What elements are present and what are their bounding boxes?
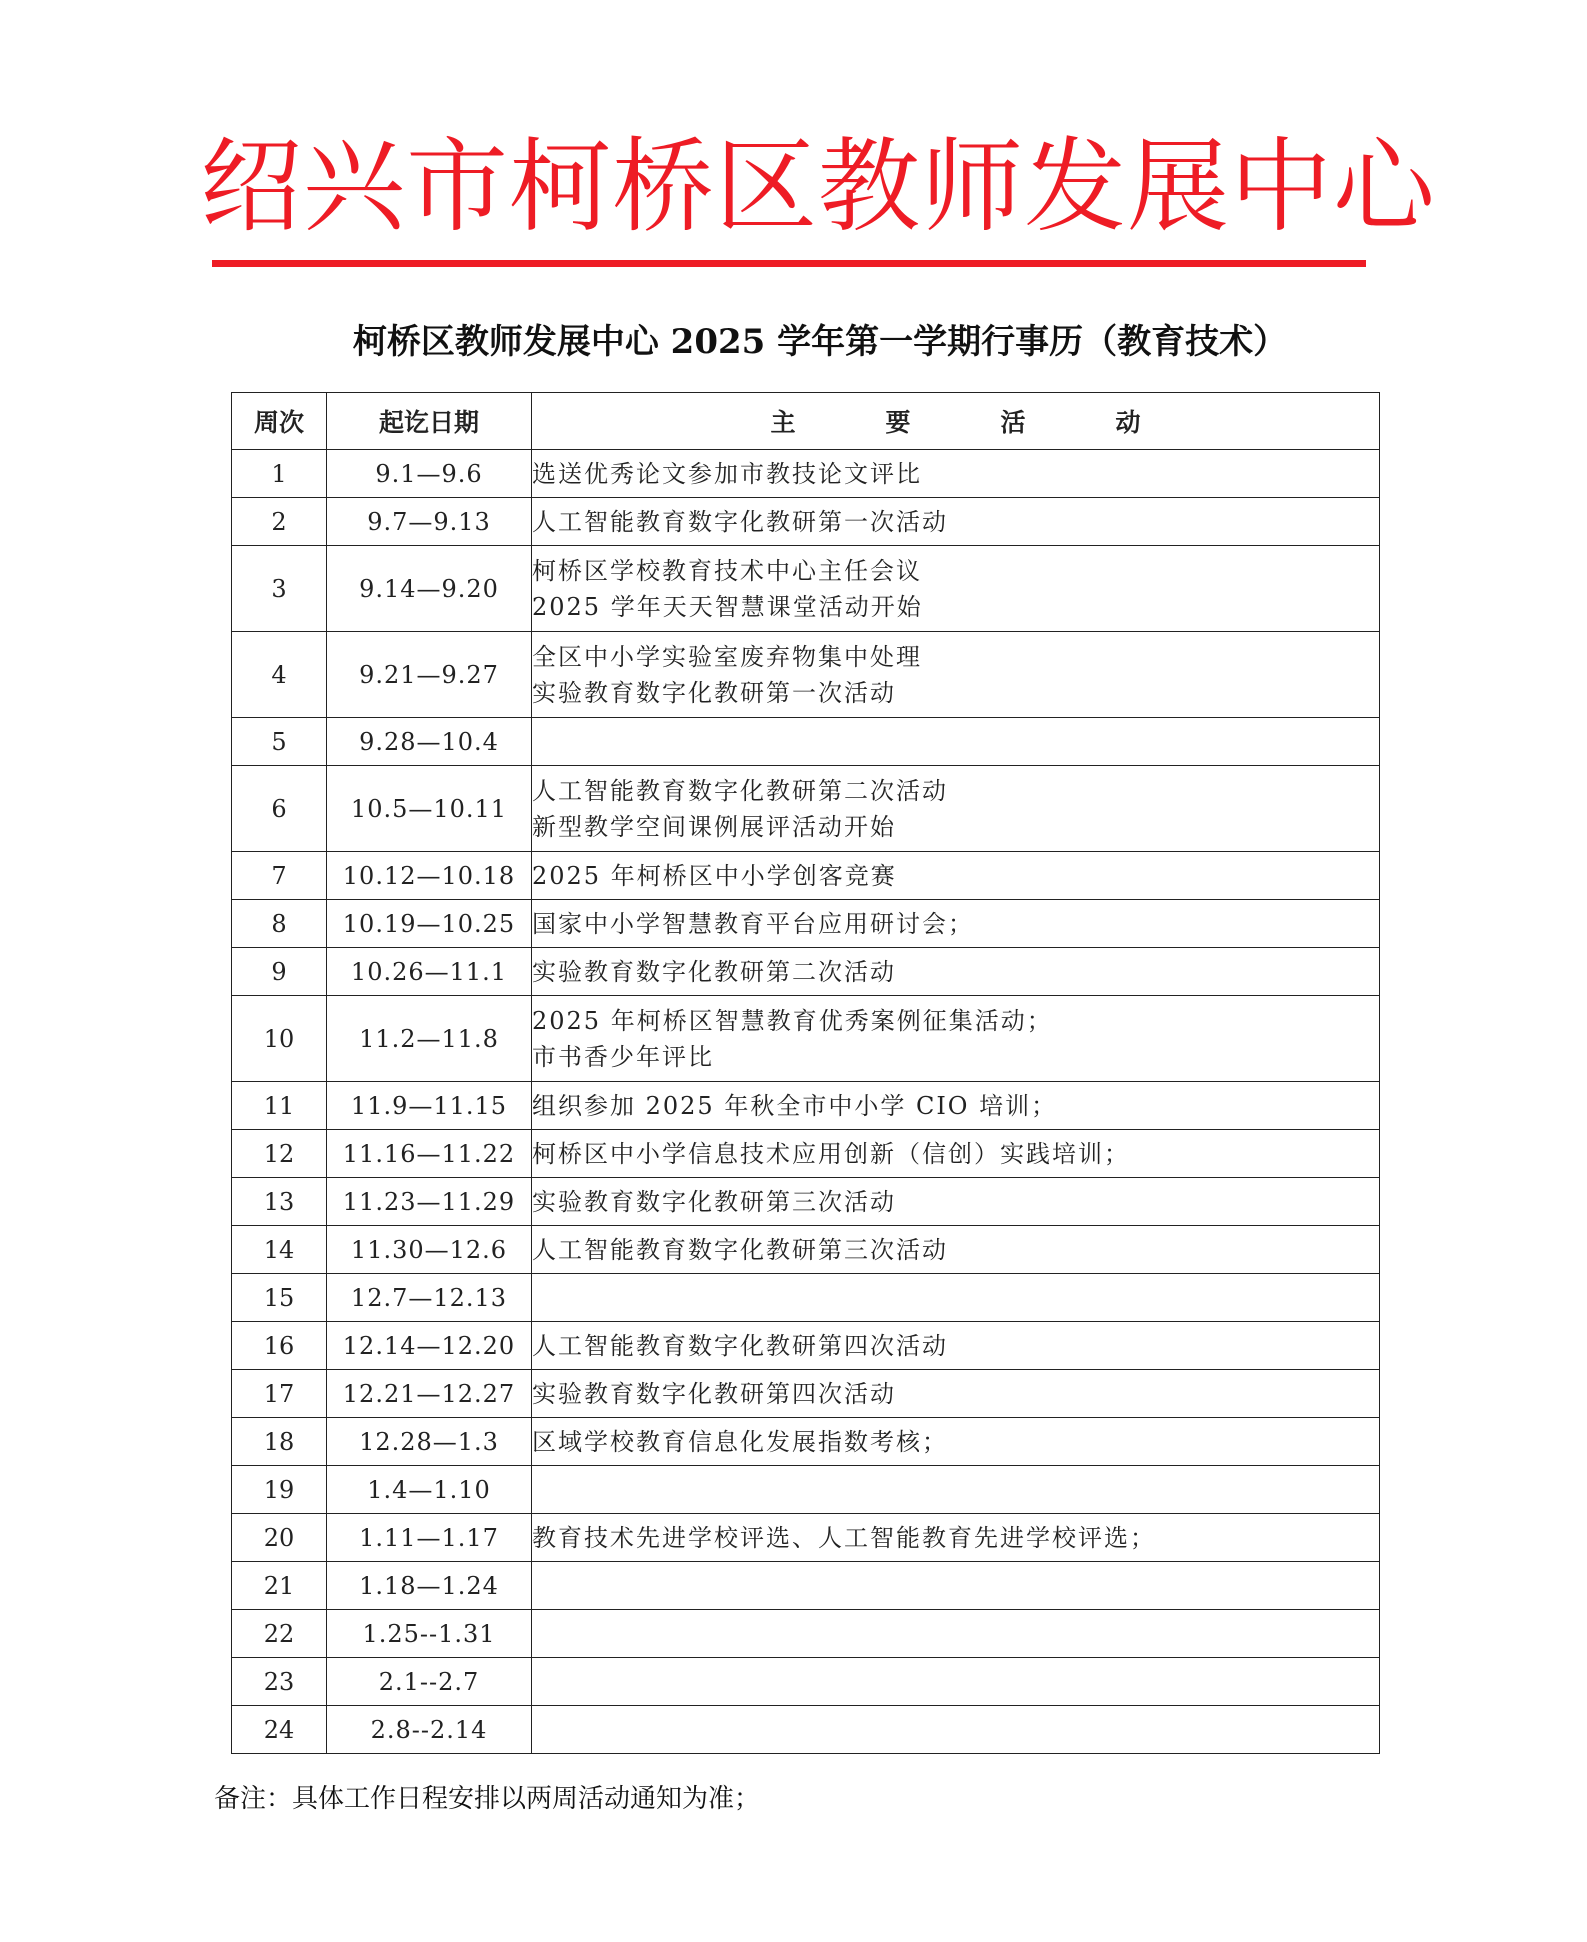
dates-cell: 10.19—10.25 [327, 900, 532, 948]
activities-cell [532, 1418, 1380, 1466]
dates-cell: 11.2—11.8 [327, 996, 532, 1082]
activity-text: 实验教育数字化教研第二次活动 [532, 957, 896, 986]
table-row [232, 1226, 1380, 1274]
dates-cell: 10.26—11.1 [327, 948, 532, 996]
week-cell: 3 [232, 546, 327, 632]
activities-cell [532, 546, 1380, 632]
activities-cell [532, 1610, 1380, 1658]
activities-cell [532, 1514, 1380, 1562]
dates-cell: 11.30—12.6 [327, 1226, 532, 1274]
week-cell: 23 [232, 1658, 327, 1706]
table-row [232, 1322, 1380, 1370]
table-row [232, 766, 1380, 852]
dates-cell: 1.18—1.24 [327, 1562, 532, 1610]
dates-cell: 11.16—11.22 [327, 1130, 532, 1178]
activities-cell [532, 718, 1380, 766]
header-activities-char: 主 [770, 408, 796, 437]
header-dates: 起讫日期 [327, 393, 532, 450]
week-cell: 8 [232, 900, 327, 948]
activity-text: 人工智能教育数字化教研第三次活动 [532, 1235, 948, 1264]
week-cell: 14 [232, 1226, 327, 1274]
dates-cell: 2.8--2.14 [327, 1706, 532, 1754]
dates-cell: 9.14—9.20 [327, 546, 532, 632]
activity-text: 2025 年柯桥区智慧教育优秀案例征集活动； [532, 1006, 1053, 1035]
activity-text: 2025 年柯桥区中小学创客竞赛 [532, 861, 897, 890]
table-row [232, 1274, 1380, 1322]
letterhead-red-rule [212, 260, 1366, 267]
table-row [232, 1610, 1380, 1658]
table-row [232, 1562, 1380, 1610]
header-activities-char: 动 [1115, 408, 1141, 437]
activity-text: 选送优秀论文参加市教技论文评比 [532, 459, 922, 488]
activities-cell [532, 852, 1380, 900]
table-row [232, 1418, 1380, 1466]
schedule-table [231, 392, 1380, 1754]
table-row [232, 852, 1380, 900]
week-cell: 2 [232, 498, 327, 546]
activities-cell [532, 1562, 1380, 1610]
week-cell: 21 [232, 1562, 327, 1610]
dates-cell: 1.4—1.10 [327, 1466, 532, 1514]
week-cell: 4 [232, 632, 327, 718]
dates-cell: 11.23—11.29 [327, 1178, 532, 1226]
week-cell: 17 [232, 1370, 327, 1418]
activities-cell [532, 498, 1380, 546]
table-header-row [232, 393, 1380, 450]
activity-text: 组织参加 2025 年秋全市中小学 CIO 培训； [532, 1091, 1058, 1120]
table-row [232, 450, 1380, 498]
dates-cell: 11.9—11.15 [327, 1082, 532, 1130]
table-row [232, 900, 1380, 948]
dates-cell: 12.21—12.27 [327, 1370, 532, 1418]
table-row [232, 1178, 1380, 1226]
week-cell: 15 [232, 1274, 327, 1322]
dates-cell: 10.12—10.18 [327, 852, 532, 900]
week-cell: 12 [232, 1130, 327, 1178]
activities-cell [532, 900, 1380, 948]
activity-text: 国家中小学智慧教育平台应用研讨会； [532, 909, 974, 938]
activity-text: 实验教育数字化教研第三次活动 [532, 1187, 896, 1216]
schedule-table-body [232, 450, 1380, 1754]
week-cell: 1 [232, 450, 327, 498]
week-cell: 24 [232, 1706, 327, 1754]
week-cell: 16 [232, 1322, 327, 1370]
table-row [232, 498, 1380, 546]
dates-cell: 9.28—10.4 [327, 718, 532, 766]
activity-text: 人工智能教育数字化教研第一次活动 [532, 507, 948, 536]
week-cell: 9 [232, 948, 327, 996]
table-row [232, 1466, 1380, 1514]
activity-text: 区域学校教育信息化发展指数考核； [532, 1427, 948, 1456]
activities-cell [532, 1658, 1380, 1706]
table-row [232, 1706, 1380, 1754]
table-row [232, 996, 1380, 1082]
dates-cell: 1.25--1.31 [327, 1610, 532, 1658]
activities-cell [532, 1226, 1380, 1274]
activity-text: 实验教育数字化教研第一次活动 [532, 678, 896, 707]
week-cell: 22 [232, 1610, 327, 1658]
dates-cell: 9.7—9.13 [327, 498, 532, 546]
footnote: 备注：具体工作日程安排以两周活动通知为准； [214, 1784, 761, 1814]
activities-cell [532, 1370, 1380, 1418]
dates-cell: 9.21—9.27 [327, 632, 532, 718]
activities-cell [532, 1706, 1380, 1754]
dates-cell: 12.7—12.13 [327, 1274, 532, 1322]
activities-cell [532, 632, 1380, 718]
activities-cell [532, 1130, 1380, 1178]
table-row [232, 1514, 1380, 1562]
table-row [232, 948, 1380, 996]
table-row [232, 1370, 1380, 1418]
org-letterhead-title: 绍兴市柯桥区教师发展中心 [200, 128, 1436, 247]
activities-cell [532, 1274, 1380, 1322]
activities-cell [532, 948, 1380, 996]
activities-cell [532, 1178, 1380, 1226]
table-row [232, 718, 1380, 766]
dates-cell: 1.11—1.17 [327, 1514, 532, 1562]
week-cell: 5 [232, 718, 327, 766]
activity-text: 人工智能教育数字化教研第四次活动 [532, 1331, 948, 1360]
week-cell: 13 [232, 1178, 327, 1226]
week-cell: 11 [232, 1082, 327, 1130]
dates-cell: 12.14—12.20 [327, 1322, 532, 1370]
table-row [232, 546, 1380, 632]
dates-cell: 10.5—10.11 [327, 766, 532, 852]
week-cell: 19 [232, 1466, 327, 1514]
activity-text: 柯桥区中小学信息技术应用创新（信创）实践培训； [532, 1139, 1130, 1168]
activity-text: 教育技术先进学校评选、人工智能教育先进学校评选； [532, 1523, 1156, 1552]
activities-cell [532, 450, 1380, 498]
week-cell: 7 [232, 852, 327, 900]
week-cell: 20 [232, 1514, 327, 1562]
table-row [232, 1658, 1380, 1706]
week-cell: 10 [232, 996, 327, 1082]
table-row [232, 1130, 1380, 1178]
header-activities [532, 393, 1380, 450]
activities-cell [532, 1322, 1380, 1370]
activity-text: 新型教学空间课例展评活动开始 [532, 812, 896, 841]
table-row [232, 632, 1380, 718]
week-cell: 6 [232, 766, 327, 852]
header-week: 周次 [232, 393, 327, 450]
activity-text: 人工智能教育数字化教研第二次活动 [532, 776, 948, 805]
header-activities-char: 要 [885, 408, 911, 437]
table-row [232, 1082, 1380, 1130]
activity-text: 市书香少年评比 [532, 1042, 714, 1071]
dates-cell: 9.1—9.6 [327, 450, 532, 498]
activities-cell [532, 1466, 1380, 1514]
activity-text: 实验教育数字化教研第四次活动 [532, 1379, 896, 1408]
dates-cell: 12.28—1.3 [327, 1418, 532, 1466]
document-title: 柯桥区教师发展中心 2025 学年第一学期行事历（教育技术） [352, 322, 1288, 362]
activities-cell [532, 1082, 1380, 1130]
activity-text: 2025 学年天天智慧课堂活动开始 [532, 592, 923, 621]
activities-cell [532, 766, 1380, 852]
activities-cell [532, 996, 1380, 1082]
week-cell: 18 [232, 1418, 327, 1466]
activity-text: 全区中小学实验室废弃物集中处理 [532, 642, 922, 671]
header-activities-char: 活 [1000, 408, 1026, 437]
activity-text: 柯桥区学校教育技术中心主任会议 [532, 556, 922, 585]
dates-cell: 2.1--2.7 [327, 1658, 532, 1706]
